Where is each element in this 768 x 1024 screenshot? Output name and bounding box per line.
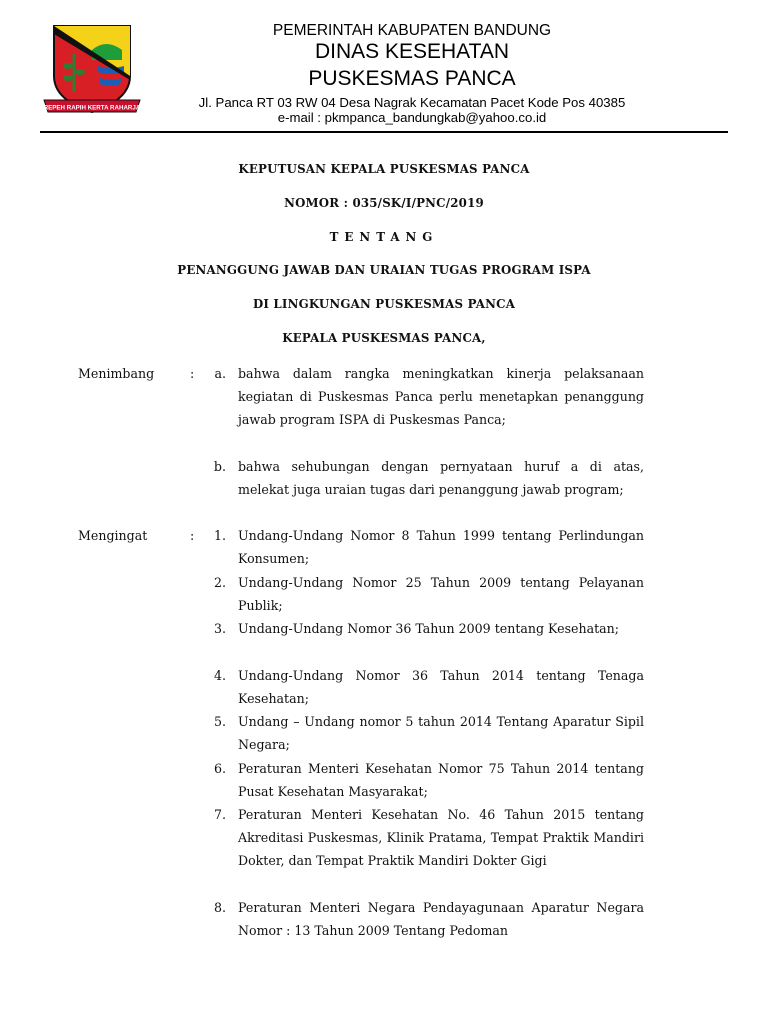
decree-title: KEPUTUSAN KEPALA PUSKESMAS PANCA xyxy=(238,162,530,176)
decree-about: TENTANG xyxy=(329,230,439,244)
letterhead-address: Jl. Panca RT 03 RW 04 Desa Nagrak Kecamatan Pacet Kode Pos 40385 xyxy=(198,95,626,110)
item-marker: 2. xyxy=(213,574,226,590)
item-marker: 3. xyxy=(213,621,226,636)
mengingat-label: Mengingat xyxy=(78,528,148,543)
letterhead-institution: PUSKESMAS PANCA xyxy=(308,67,516,90)
item-text: Undang-Undang Nomor 25 Tahun 2009 tentang Pelayanan Publik; xyxy=(238,574,644,613)
item-text: Peraturan Menteri Kesehatan No. 46 Tahun 2015 tentang Akreditasi Puskesmas, Klinik Pratama, Tempat Praktik Mandiri Dokter, dan Tempat Praktik Mandiri Dokter Gigi xyxy=(238,807,644,869)
item-text: Peraturan Menteri Kesehatan Nomor 75 Tahun 2014 tentang Pusat Kesehatan Masyarakat; xyxy=(238,760,644,799)
decree-scope: DI LINGKUNGAN PUSKESMAS PANCA xyxy=(252,297,516,311)
letterhead-government: PEMERINTAH KABUPATEN BANDUNG xyxy=(272,22,552,39)
item-marker: a. xyxy=(214,366,226,381)
letterhead-divider xyxy=(40,131,728,133)
item-marker: 7. xyxy=(213,807,226,822)
mengingat-colon: : xyxy=(190,528,195,543)
decree-issuer: KEPALA PUSKESMAS PANCA, xyxy=(282,331,486,345)
item-text: Peraturan Menteri Negara Pendayagunaan Aparatur Negara Nomor : 13 Tahun 2009 Tentang Pedoman xyxy=(238,900,644,939)
item-text: Undang-Undang Nomor 8 Tahun 1999 tentang Perlindungan Konsumen; xyxy=(238,528,644,567)
item-marker: 4. xyxy=(213,667,226,683)
kabupaten-bandung-logo xyxy=(40,20,144,124)
item-marker: b. xyxy=(213,459,226,474)
item-marker: 6. xyxy=(213,760,226,776)
item-marker: 8. xyxy=(213,900,226,915)
letterhead-email: e-mail : pkmpanca_bandungkab@yahoo.co.id xyxy=(277,110,547,125)
item-text: Undang-Undang Nomor 36 Tahun 2014 tentang Tenaga Kesehatan; xyxy=(238,667,644,706)
item-text: Undang – Undang nomor 5 tahun 2014 Tentang Aparatur Sipil Negara; xyxy=(238,714,644,753)
menimbang-colon: : xyxy=(190,366,195,381)
item-marker: 5. xyxy=(213,714,226,729)
item-text: bahwa sehubungan dengan pernyataan huruf a di atas, melekat juga uraian tugas dari penanggung jawab program; xyxy=(238,459,644,498)
item-marker: 1. xyxy=(213,528,226,543)
menimbang-label: Menimbang xyxy=(78,366,155,381)
item-text: bahwa dalam rangka meningkatkan kinerja pelaksanaan kegiatan di Puskesmas Panca perlu menetapkan penanggung jawab program ISPA di Puskesmas Panca; xyxy=(238,366,644,428)
logo-motto: REPEH RAPIH KERTA RAHARJA xyxy=(43,104,141,112)
letterhead-agency: DINAS KESEHATAN xyxy=(314,40,510,63)
item-text: Undang-Undang Nomor 36 Tahun 2009 tentang Kesehatan; xyxy=(238,621,620,636)
decree-subject: PENANGGUNG JAWAB DAN URAIAN TUGAS PROGRAM ISPA xyxy=(177,263,591,277)
decree-number: NOMOR : 035/SK/I/PNC/2019 xyxy=(284,196,484,210)
